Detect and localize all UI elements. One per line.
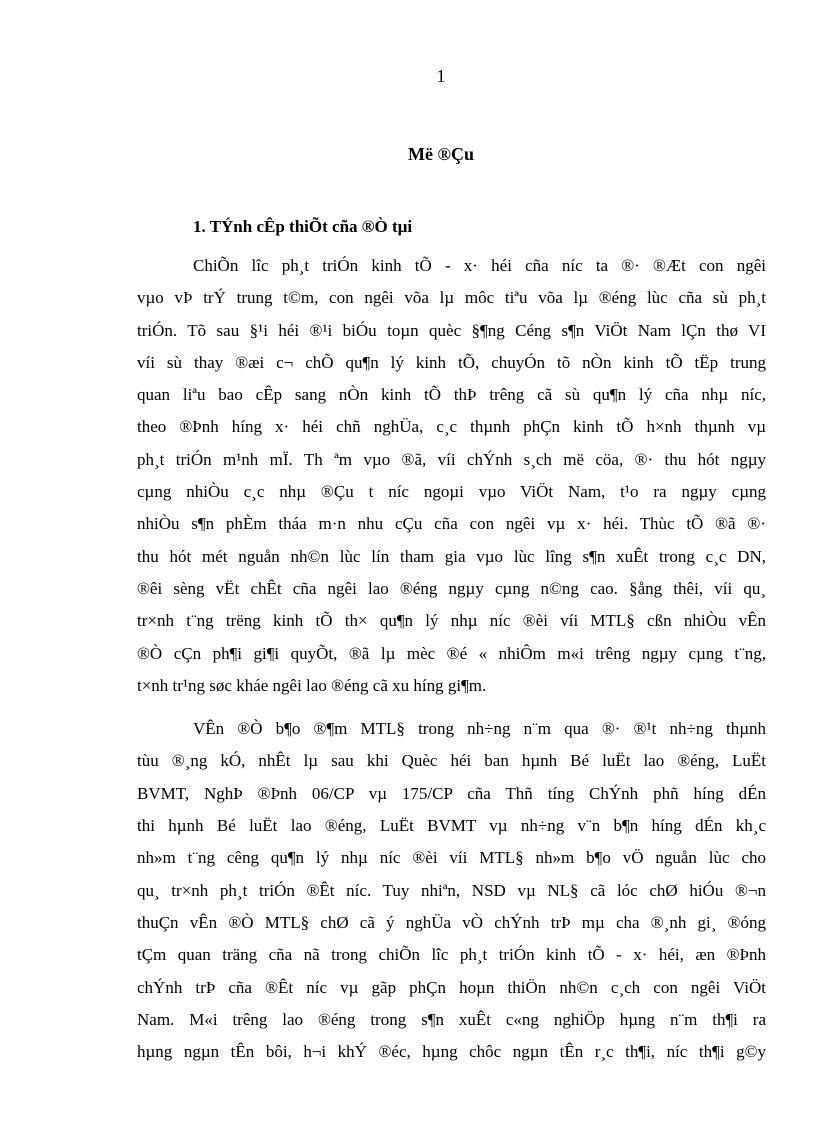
text-line: ®êi sèng vËt chÊt cña ngêi lao ®éng ngµy cµng n©ng cao. §ång thêi, víi qu¸ — [137, 578, 766, 598]
text-line: tùu ®¸ng kÓ, nhÊt lµ sau khi Quèc héi ban hµnh Bé luËt lao ®éng, LuËt — [137, 751, 766, 771]
body-text — [137, 250, 766, 1068]
text-line: theo ®Þnh híng x· héi chñ nghÜa, c¸c thµnh phÇn kinh tÕ h×nh thµnh vµ — [137, 417, 766, 437]
text-line: tÇm quan träng cña nã trong chiÕn lîc ph¸t triÓn kinh tÕ - x· héi, æn ®Þnh — [137, 945, 766, 965]
text-line: t×nh tr¹ng søc kháe ngêi lao ®éng cã xu híng gi¶m. — [137, 675, 487, 695]
text-line: Nam. M«i trêng lao ®éng trong s¶n xuÊt c«ng nghiÖp hµng n¨m th¶i ra — [137, 1009, 766, 1029]
text-line: triÓn. Tõ sau §¹i héi ®¹i biÓu toµn quèc §¶ng Céng s¶n ViÖt Nam lÇn thø VI — [137, 320, 766, 340]
text-line: tr×nh t¨ng trëng kinh tÕ th× qu¶n lý nhµ níc ®èi víi MTL§ cßn nhiÒu vÊn — [137, 611, 766, 631]
text-line: hµng ngµn tÊn bôi, h¬i khÝ ®éc, hµng chôc ngµn tÊn r¸c th¶i, níc th¶i g©y — [137, 1042, 766, 1062]
text-line: vµo vÞ trÝ trung t©m, con ngêi võa lµ môc tiªu võa lµ ®éng lùc cña sù ph¸t — [137, 288, 766, 308]
paragraph-gap — [137, 702, 766, 713]
text-line: thu hót mét nguån nh©n lùc lín tham gia vµo lùc lîng s¶n xuÊt trong c¸c DN, — [137, 546, 766, 566]
heading: Më ®Çu — [408, 144, 474, 164]
text-line: ®Ò cÇn ph¶i gi¶i quyÕt, ®ã lµ mèc ®é « nhiÔm m«i trêng ngµy cµng t¨ng, — [137, 643, 766, 663]
text-line: VÊn ®Ò b¶o ®¶m MTL§ trong nh÷ng n¨m qua ®· ®¹t nh÷ng thµnh — [193, 719, 766, 739]
text-line: chÝnh trÞ cña ®Êt níc vµ gãp phÇn hoµn thiÖn nh©n c¸ch con ngêi ViÖt — [137, 977, 766, 997]
paragraph-2 — [137, 713, 766, 1068]
text-line: nh»m t¨ng cêng qu¶n lý nhµ níc ®èi víi MTL§ nh»m b¶o vÖ nguån lùc cho — [137, 848, 766, 868]
page-number: 1 — [436, 66, 446, 86]
text-line: thuÇn vÊn ®Ò MTL§ chØ cã ý nghÜa vÒ chÝnh trÞ mµ cha ®¸nh gi¸ ®óng — [137, 912, 766, 932]
text-line: thi hµnh Bé luËt lao ®éng, LuËt BVMT vµ nh÷ng v¨n b¶n híng dÉn kh¸c — [137, 816, 766, 836]
text-line: nhiÒu s¶n phÈm tháa m·n nhu cÇu cña con ngêi vµ x· héi. Thùc tÕ ®ã ®· — [137, 514, 766, 534]
text-line: cµng nhiÒu c¸c nhµ ®Çu t níc ngoµi vµo ViÖt Nam, t¹o ra ngµy cµng — [137, 482, 766, 502]
text-line: víi sù thay ®æi c¬ chÕ qu¶n lý kinh tÕ, chuyÓn tõ nÒn kinh tÕ tËp trung — [137, 352, 766, 372]
text-line: ChiÕn lîc ph¸t triÓn kinh tÕ - x· héi cña níc ta ®· ®Æt con ngêi — [193, 256, 766, 275]
text-line: BVMT, NghÞ ®Þnh 06/CP vµ 175/CP cña Thñ tíng ChÝnh phñ híng dÉn — [137, 783, 766, 803]
text-line: quan liªu bao cÊp sang nÒn kinh tÕ thÞ trêng cã sù qu¶n lý cña nhµ níc, — [137, 385, 766, 405]
text-line: ph¸t triÓn m¹nh mÏ. Th ªm vµo ®ã, víi chÝnh s¸ch më cöa, ®· thu hót ngµy — [137, 449, 766, 469]
section-title: 1. TÝnh cÊp thiÕt cña ®Ò tµi — [193, 217, 413, 236]
text-line: qu¸ tr×nh ph¸t triÓn ®Êt níc. Tuy nhiªn, NSD vµ NL§ cã lóc chØ hiÓu ®¬n — [137, 880, 766, 900]
paragraph-1 — [137, 250, 766, 702]
